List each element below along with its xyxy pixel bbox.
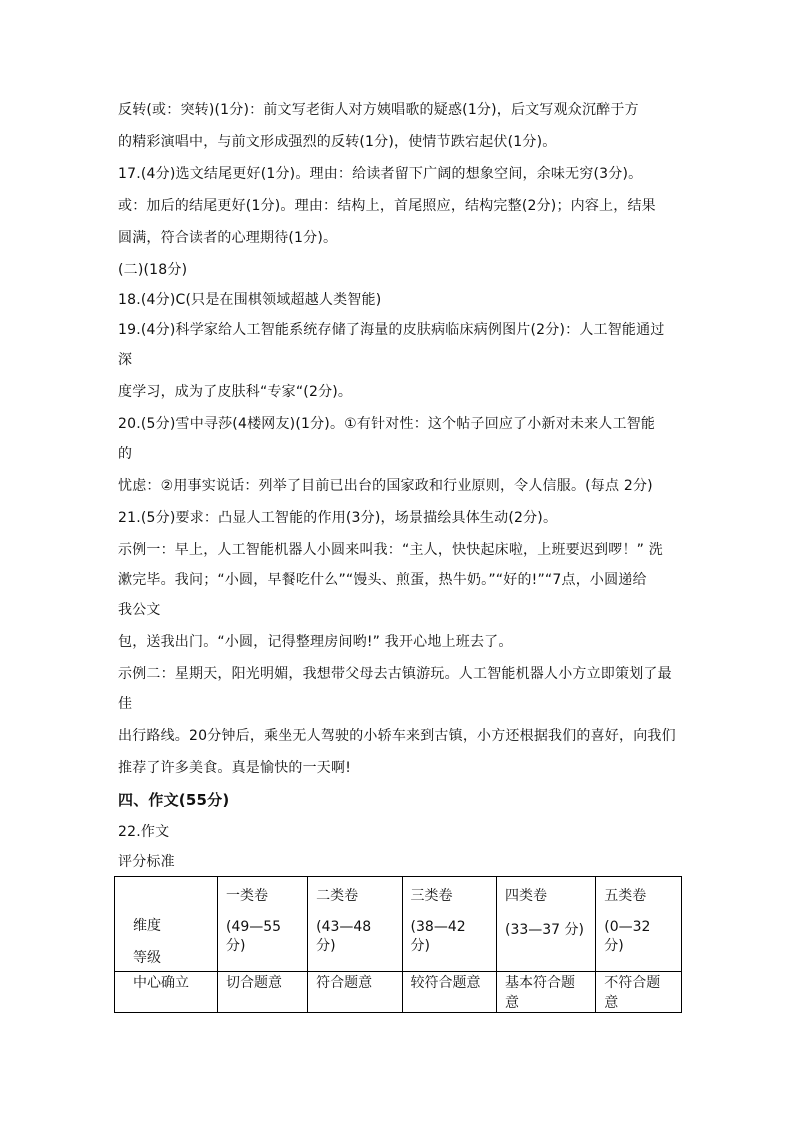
column-name: 四类卷 <box>504 888 547 904</box>
column-header <box>218 877 308 972</box>
column-header <box>402 877 496 972</box>
text-line: 19.(4分)科学家给人工智能系统存储了海量的皮肤病临床病例图片(2分)：人工智能通过 <box>118 322 665 338</box>
text-line: 的精彩演唱中，与前文形成强烈的反转(1分)，使情节跌宕起伏(1分)。 <box>118 134 557 150</box>
table-cell: 不符合题意 <box>596 972 682 1013</box>
text-line: 20.(5分)雪中寻莎(4楼网友)(1分)。①有针对性：这个帖子回应了小新对未来人工智能 <box>118 416 656 432</box>
text-line: 漱完毕。我问；“小圆，早餐吃什么”“馒头、煎蛋，热牛奶。”“好的!”“7点，小圆递给 <box>118 572 647 588</box>
corner-cell <box>115 877 218 972</box>
column-range: (33—37 分) <box>504 922 584 938</box>
column-header <box>596 877 682 972</box>
column-range: (49—55分) <box>226 919 282 954</box>
text-line: 忧虑：②用事实说话：列举了目前已出台的国家政和行业原则，令人信服。(每点 2分) <box>118 478 653 494</box>
text-line: 18.(4分)C(只是在围棋领域超越人类智能) <box>118 292 382 308</box>
table-cell: 符合题意 <box>308 972 402 1013</box>
text-line: 的 <box>118 446 133 462</box>
text-line: 深 <box>118 352 133 368</box>
text-line: 出行路线。20分钟后，乘坐无人驾驶的小轿车来到古镇，小方还根据我们的喜好，向我们 <box>118 728 676 744</box>
row-label: 中心确立 <box>115 972 218 1013</box>
rubric-table <box>114 876 682 1013</box>
column-range: (43—48 分) <box>316 919 372 954</box>
column-range: (38—42 分) <box>410 919 466 954</box>
section-heading: 四、作文(55分) <box>118 791 230 809</box>
column-header <box>308 877 402 972</box>
column-name: 五类卷 <box>604 888 647 904</box>
text-line: 17.(4分)选文结尾更好(1分)。理由：给读者留下广阔的想象空间，余味无穷(3分)。 <box>118 166 643 182</box>
table-header-row <box>115 877 682 972</box>
dimension-label: 维度 <box>133 918 161 934</box>
column-name: 一类卷 <box>226 888 268 904</box>
table-cell: 基本符合题意 <box>496 972 595 1013</box>
column-name: 二类卷 <box>316 888 359 904</box>
text-line: 包，送我出门。“小圆，记得整理房间哟!” 我开心地上班去了。 <box>118 634 513 650</box>
rubric-title: 评分标准 <box>118 854 175 870</box>
column-header <box>496 877 595 972</box>
text-line: 推荐了许多美食。真是愉快的一天啊! <box>118 760 352 776</box>
text-line: 我公文 <box>118 602 161 618</box>
text-line: 佳 <box>118 696 133 712</box>
text-line: 圆满，符合读者的心理期待(1分)。 <box>118 230 338 246</box>
question-number: 22.作文 <box>118 824 170 840</box>
text-line: 反转(或：突转)(1分)：前文写老街人对方姨唱歌的疑惑(1分)，后文写观众沉醉于方 <box>118 102 639 118</box>
grade-label: 等级 <box>133 950 161 966</box>
text-line: 21.(5分)要求：凸显人工智能的作用(3分)，场景描绘具体生动(2分)。 <box>118 510 558 526</box>
table-row <box>115 972 682 1013</box>
column-range: (0—32 分) <box>604 919 651 954</box>
table-cell: 切合题意 <box>218 972 308 1013</box>
text-line: 示例一：早上，人工智能机器人小圆来叫我：“主人，快快起床啦，上班要迟到啰！” 洗 <box>118 542 663 558</box>
text-line: 示例二：星期天，阳光明媚，我想带父母去古镇游玩。人工智能机器人小方立即策划了最 <box>118 666 672 682</box>
text-line: 或：加后的结尾更好(1分)。理由：结构上，首尾照应，结构完整(2分)；内容上，结果 <box>118 198 656 214</box>
column-name: 三类卷 <box>410 888 453 904</box>
table-cell: 较符合题意 <box>402 972 496 1013</box>
text-line: (二)(18分) <box>118 262 188 278</box>
text-line: 度学习，成为了皮肤科“专家“(2分)。 <box>118 384 353 400</box>
